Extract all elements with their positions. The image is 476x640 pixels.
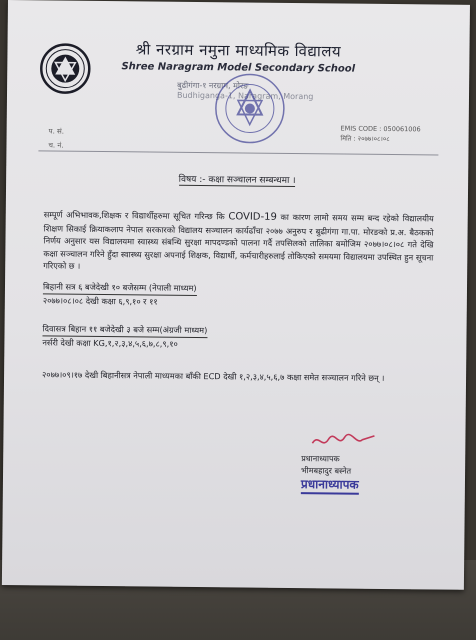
covid-term: COVID-19 [228,211,277,223]
school-name-english: Shree Naragram Model Secondary School [121,61,356,75]
header-divider [38,150,438,155]
closing-paragraph: २०७७।०९।१७ देखी बिहानीसत्र नेपाली माध्यमका बाँकी ECD देखी १,२,३,४,५,६,७ कक्षा समेत सञ्चालन गरिने छन् । [42,369,385,383]
notice-letter [2,0,470,590]
school-address-english: Budhiganga-1, Naragram, Morang [176,90,314,102]
school-name-nepali: श्री नरग्राम नमुना माध्यमिक विद्यालय [135,40,342,61]
signatory-name: भीमबहादुर बस्नेत [301,466,352,476]
day-schedule [42,322,432,352]
letter-date: मिति : २०७७।०८।०८ [340,134,390,144]
reference-labels [48,124,64,152]
day-schedule-title: दिवासत्र बिहान ११ बजेदेखी ३ बजे सम्म(अंग्रजी माध्यम) [42,322,207,337]
subject-line [6,170,468,189]
signatory-block [301,453,351,478]
patra-sankhya-label: प. सं. [48,127,65,136]
emis-date-block [340,123,420,144]
morning-schedule-detail: २०७७।०८।०८ देखी कक्षा ६,९,१० र ११ [42,294,158,307]
school-stamp-icon [211,70,288,147]
paragraph-text-start: सम्पूर्ण अभिभावक,शिक्षक र विद्यार्थीहरुमा सूचित गरिन्छ कि [43,209,229,222]
paragraph-text-rest: का कारण लामो समय सम्म बन्द रहेको विद्यालयीय शिक्षण सिकाई क्रियाकलाप नेपाल सरकारको विद्यालय सञ्चालन कार्यढाँचा २०७७ अनुरुप र बुढीगंगा गा.पा. मोरङको प्र.अ. बैठकको निर्णय अनुसार यस विद्यालयमा स्वास्थ्य संबन्धि सुरक्षा मापदण्डको पालना गर्दै तपसिलको तालिका बमोजिम २०७७।०८।०८ गते देखि कक्षा सञ्चालन गरिने हुँदा स्वास्थ्य सुरक्षा अपनाई शिक्षक, विद्यार्थी, कर्मचारीहरुलाई तोकिएको समयमा विद्यालयमा उपस्थित हुन सूचना गरिएको छ । [43,211,434,271]
handwritten-signature-icon [308,429,378,452]
emis-code: EMIS CODE : 050061006 [340,124,421,134]
school-address-nepali: बुढीगंगा-१ नरग्राम, मोरङ [177,80,249,91]
morning-schedule [43,280,433,310]
main-paragraph [43,208,434,276]
morning-schedule-title: बिहानी सत्र ६ बजेदेखी १० बजेसम्म (नेपाली माध्यम) [43,280,197,295]
designation-seal: प्रधानाध्यापक [301,475,359,495]
chalani-number-label: च. नं. [48,141,64,150]
subject-text: विषय :- कक्षा सञ्चालन सम्बन्धमा । [179,172,296,187]
signatory-designation: प्रधानाध्यापक [301,454,340,464]
day-schedule-detail: नर्सरी देखी कक्षा KG,१,२,३,४,५,६,७,८,९,१० [42,336,178,349]
